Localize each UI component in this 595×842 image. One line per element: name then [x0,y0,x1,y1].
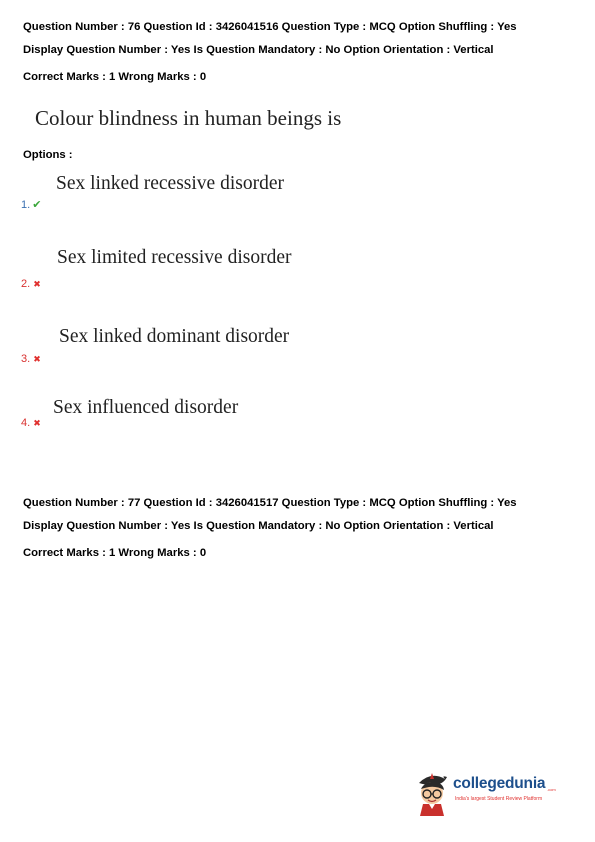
question-76-text: Colour blindness in human beings is [35,106,342,130]
check-icon: ✔ [32,199,42,211]
cross-icon: ✖ [33,354,41,364]
option-1-text: Sex linked recessive disorder [56,173,284,194]
option-3-text: Sex linked dominant disorder [59,326,290,347]
cross-icon: ✖ [33,279,41,289]
question-77-meta-line1: Question Number : 77 Question Id : 3426041517 Question Type : MCQ Option Shuffling : Yes [23,497,517,509]
option-2-number: 2. ✖ [21,278,41,290]
logo-suffix: .com [547,787,556,792]
option-2-text: Sex limited recessive disorder [57,247,292,268]
options-label: Options : [23,149,73,161]
option-4-text: Sex influenced disorder [53,397,239,418]
cross-icon: ✖ [33,418,41,428]
mascot-icon [413,771,453,816]
option-1-number: 1. ✔ [21,199,42,211]
option-3-number: 3. ✖ [21,353,41,365]
question-76-meta-line2: Display Question Number : Yes Is Question Mandatory : No Option Orientation : Vertical [23,44,494,56]
logo-tagline: India's largest Student Review Platform [455,796,543,802]
logo-wordmark: collegedunia [453,775,546,792]
question-77-meta-line3: Correct Marks : 1 Wrong Marks : 0 [23,547,207,559]
collegedunia-logo [413,771,558,816]
question-77-meta-line2: Display Question Number : Yes Is Question Mandatory : No Option Orientation : Vertical [23,520,494,532]
question-76-meta-line3: Correct Marks : 1 Wrong Marks : 0 [23,71,207,83]
option-4-number: 4. ✖ [21,417,41,429]
question-76-meta-line1: Question Number : 76 Question Id : 3426041516 Question Type : MCQ Option Shuffling : Yes [23,21,517,33]
